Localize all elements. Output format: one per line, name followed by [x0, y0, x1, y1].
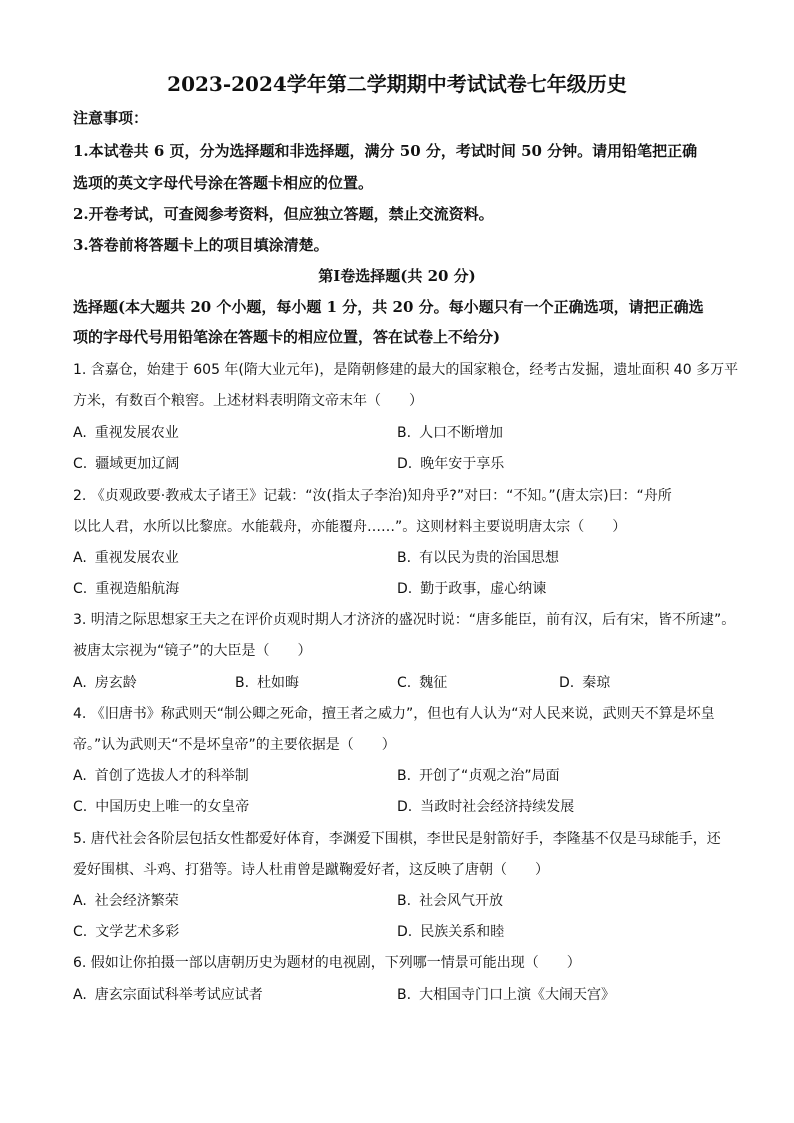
option-text: 有以民为贵的治国思想 [419, 550, 560, 566]
option-label: D. [397, 924, 413, 940]
option-label: C. [397, 675, 412, 691]
q4-option-d [397, 796, 574, 816]
question-1-line: 1. 含嘉仓，始建于 605 年(隋大业元年)，是隋朝修建的最大的国家粮仓，经考古发掘，遗址面积 40 多万平 [73, 362, 739, 378]
q4-option-b [397, 765, 560, 785]
option-text: 秦琼 [582, 675, 611, 691]
q2-option-d [397, 578, 546, 598]
q4-option-a [73, 765, 249, 785]
question-5-line: 5. 唐代社会各阶层包括女性都爱好体育，李渊爱下围棋，李世民是射箭好手，李隆基不仅是马球能手，还 [73, 831, 721, 847]
q5-option-b [397, 890, 503, 910]
q3-option-b [235, 672, 299, 692]
option-text: 重视发展农业 [94, 550, 179, 566]
q1-option-c [73, 453, 179, 473]
option-label: D. [559, 675, 575, 691]
question-2-line: 2. 《贞观政要·教戒太子诸王》记载：“汝(指太子李治)知舟乎?”对曰：“不知。”(唐太宗)曰：“舟所 [73, 488, 672, 504]
option-label: A. [73, 893, 87, 909]
option-label: A. [73, 425, 87, 441]
option-label: B. [397, 893, 412, 909]
option-label: B. [397, 550, 412, 566]
option-label: A. [73, 768, 87, 784]
option-text: 魏征 [419, 675, 448, 691]
q4-option-c [73, 796, 249, 816]
option-label: B. [397, 768, 412, 784]
option-label: A. [73, 675, 87, 691]
option-label: D. [397, 456, 413, 472]
question-4-line: 4. 《旧唐书》称武则天“制公卿之死命，擅王者之威力”，但也有人认为“对人民来说，武则天不算是坏皇 [73, 706, 715, 722]
question-4-line: 帝。”认为武则天“不是坏皇帝”的主要依据是（ ） [73, 737, 396, 753]
option-label: D. [397, 581, 413, 597]
option-label: B. [397, 425, 412, 441]
option-text: 中国历史上唯一的女皇帝 [95, 799, 250, 815]
note-line: 2.开卷考试，可查阅参考资料，但应独立答题，禁止交流资料。 [73, 205, 494, 223]
option-label: C. [73, 581, 88, 597]
question-1-line: 方米，有数百个粮窖。上述材料表明隋文帝末年（ ） [73, 393, 423, 409]
question-5-line: 爱好围棋、斗鸡、打猎等。诗人杜甫曾是蹴鞠爱好者，这反映了唐朝（ ） [73, 862, 549, 878]
note-line: 1.本试卷共 6 页，分为选择题和非选择题，满分 50 分，考试时间 50 分钟。请用铅笔把正确 [73, 142, 698, 160]
q5-option-d [397, 921, 504, 941]
option-text: 民族关系和睦 [420, 924, 505, 940]
question-3-line: 被唐太宗视为“镜子”的大臣是（ ） [73, 643, 312, 659]
option-text: 疆域更加辽阔 [95, 456, 180, 472]
option-label: C. [73, 799, 88, 815]
option-text: 人口不断增加 [419, 425, 504, 441]
option-text: 勤于政事，虚心纳谏 [420, 581, 547, 597]
q2-option-b [397, 547, 559, 567]
option-label: C. [73, 456, 88, 472]
q3-option-a [73, 672, 137, 692]
q2-option-c [73, 578, 179, 598]
option-text: 重视发展农业 [94, 425, 179, 441]
q6-option-b [397, 984, 615, 1004]
section-title: 第Ⅰ卷选择题(共 20 分) [318, 267, 476, 285]
option-text: 文学艺术多彩 [95, 924, 180, 940]
option-text: 大相国寺门口上演《大闹天宫》 [419, 987, 616, 1003]
option-label: B. [397, 987, 412, 1003]
question-6-line: 6. 假如让你拍摄一部以唐朝历史为题材的电视剧，下列哪一情景可能出现（ ） [73, 955, 581, 971]
page-title: 2023-2024学年第二学期期中考试试卷七年级历史 [167, 72, 627, 96]
notes-heading: 注意事项： [73, 109, 149, 127]
option-text: 社会经济繁荣 [94, 893, 179, 909]
q6-option-a [73, 984, 263, 1004]
instruction-line: 选择题(本大题共 20 个小题，每小题 1 分，共 20 分。每小题只有一个正确选项，请把正确选 [73, 298, 704, 316]
q2-option-a [73, 547, 179, 567]
instruction-line: 项的字母代号用铅笔涂在答题卡的相应位置，答在试卷上不给分) [73, 328, 501, 346]
question-2-line: 以比人君，水所以比黎庶。水能载舟，亦能覆舟……”。这则材料主要说明唐太宗（ ） [73, 519, 627, 535]
option-text: 杜如晦 [257, 675, 300, 691]
question-3-line: 3. 明清之际思想家王夫之在评价贞观时期人才济济的盛况时说：“唐多能臣，前有汉，后有宋，皆不所逮”。 [73, 612, 736, 628]
option-label: A. [73, 550, 87, 566]
option-text: 当政时社会经济持续发展 [420, 799, 575, 815]
q1-option-a [73, 422, 179, 442]
option-text: 唐玄宗面试科举考试应试者 [94, 987, 263, 1003]
option-text: 开创了“贞观之治”局面 [419, 768, 560, 784]
option-label: B. [235, 675, 250, 691]
option-text: 晚年安于享乐 [420, 456, 505, 472]
option-text: 重视造船航海 [95, 581, 180, 597]
option-text: 房玄龄 [94, 675, 137, 691]
note-line: 选项的英文字母代号涂在答题卡相应的位置。 [73, 174, 374, 192]
q3-option-c [397, 672, 447, 692]
option-text: 首创了选拔人才的科举制 [94, 768, 249, 784]
q5-option-a [73, 890, 179, 910]
q1-option-d [397, 453, 504, 473]
q5-option-c [73, 921, 179, 941]
option-text: 社会风气开放 [419, 893, 504, 909]
note-line: 3.答卷前将答题卡上的项目填涂清楚。 [73, 236, 329, 254]
option-label: C. [73, 924, 88, 940]
option-label: A. [73, 987, 87, 1003]
q1-option-b [397, 422, 503, 442]
q3-option-d [559, 672, 610, 692]
option-label: D. [397, 799, 413, 815]
